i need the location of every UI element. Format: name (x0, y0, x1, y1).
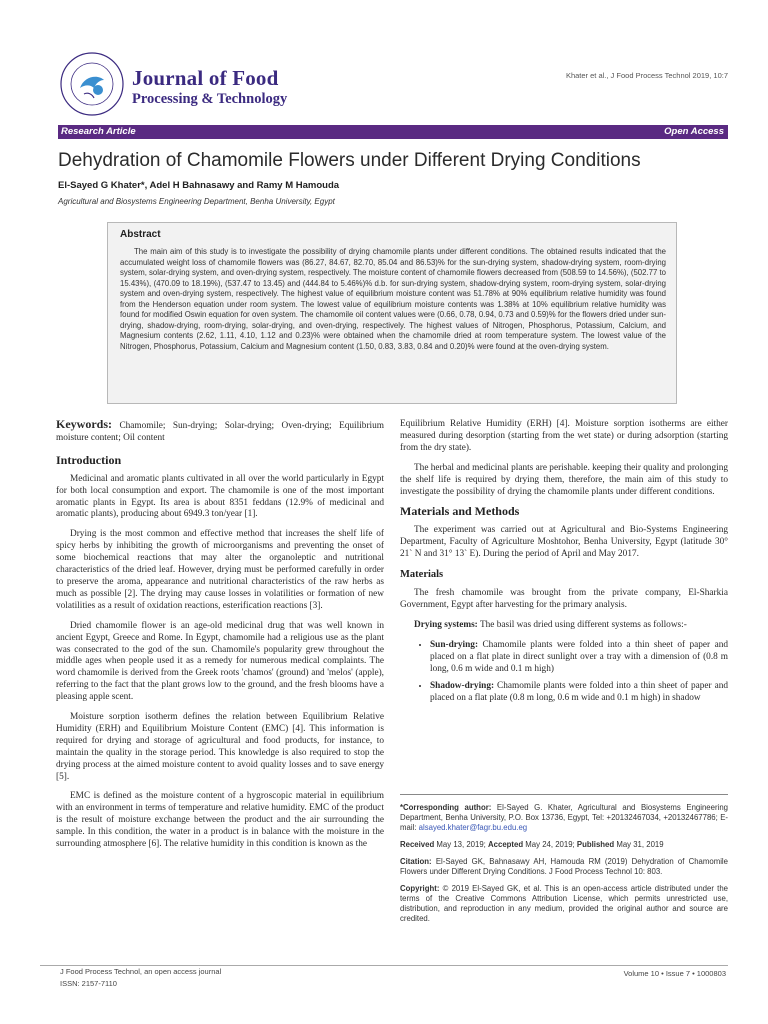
affiliation: Agricultural and Biosystems Engineering Department, Benha University, Egypt (58, 197, 335, 206)
footer-journal: J Food Process Technol, an open access journal (60, 967, 222, 976)
article-type-label: Research Article (61, 126, 136, 137)
list-item (430, 640, 728, 676)
methods-heading: Materials and Methods (400, 504, 520, 519)
introduction-heading: Introduction (56, 452, 122, 467)
corresponding-author (400, 803, 728, 833)
copyright-label: Copyright: (400, 884, 440, 893)
footer-issn: ISSN: 2157-7110 (60, 979, 117, 988)
right-column (400, 419, 728, 713)
list-item (430, 681, 728, 705)
article-notes (400, 803, 728, 931)
section-bar (58, 125, 728, 139)
journal-title: Journal of Food (132, 66, 279, 90)
dates (400, 840, 728, 850)
copyright-text: © 2019 El-Sayed GK, et al. This is an open-access article distributed under the terms of the Creative Commons Attribution License, which permits unrestricted use, distribution, and reproduction in any medium, provided the original author and source are credited. (400, 884, 728, 923)
corresponding-label: *Corresponding author: (400, 803, 492, 812)
intro-paragraph-1: Medicinal and aromatic plants cultivated in all over the world particularly in Egypt for both local consumption and export. The chamomile is one of the most important aromatic plants in Egypt. Its area is about 8351 feddans (12.9% of medicinal and aromatic plants), producing about 6949.3 ton/year [1]. (56, 473, 384, 520)
header-citation: Khater et al., J Food Process Technol 2019, 10:7 (565, 71, 728, 80)
citation-label: Citation: (400, 857, 432, 866)
list-item-label: Sun-drying: (430, 639, 479, 650)
keywords-text: Chamomile; Sun-drying; Solar-drying; Oven-drying; Equilibrium moisture content; Oil content (56, 421, 385, 443)
drying-list (400, 640, 728, 706)
email-link[interactable]: alsayed.khater@fagr.bu.edu.eg (418, 823, 528, 832)
received-label: Received (400, 840, 435, 849)
footer-volume: Volume 10 • Issue 7 • 1000803 (623, 969, 726, 978)
article-title: Dehydration of Chamomile Flowers under Different Drying Conditions (58, 150, 641, 171)
copyright (400, 884, 728, 924)
notes-divider (400, 794, 728, 795)
drying-systems (400, 620, 728, 632)
materials-heading: Materials (400, 569, 444, 581)
accepted-label: Accepted (488, 840, 524, 849)
intro-continuation: Equilibrium Relative Humidity (ERH) [4]. Moisture sorption isotherms are either measured during desorption (starting from the wet state) or during adsorption (starting from the dry state). (400, 419, 728, 453)
accepted-date: May 24, 2019; (525, 840, 575, 849)
keywords-label: Keywords: (56, 417, 112, 431)
open-access-label: Open Access (664, 126, 724, 137)
authors: El-Sayed G Khater*, Adel H Bahnasawy and Ramy M Hamouda (58, 180, 340, 191)
drying-systems-label: Drying systems: (414, 619, 478, 630)
journal-logo (58, 50, 126, 118)
left-column (56, 419, 384, 859)
published-label: Published (576, 840, 615, 849)
intro-paragraph-6: The herbal and medicinal plants are perishable. keeping their quality and prolonging the shelf life is required by drying them, therefore, the main aim of this study to investigate the possibility of drying the chamomile plants under different conditions. (400, 462, 728, 497)
abstract-box (107, 222, 677, 404)
intro-paragraph-4: Moisture sorption isotherm defines the relation between Equilibrium Relative Humidity (ERH) and Equilibrium Moisture Content (EMC) [4]. This information is required for drying and storage of agricultural and food products, for instance, to maintain the quality in the storage period. This knowledge is also required to stop the drying process at the aimed moisture content to avoid quality losses and to save energy [5]. (56, 712, 384, 782)
published-date: May 31, 2019 (616, 840, 664, 849)
keywords (56, 419, 384, 445)
list-item-text: Chamomile plants were folded into a thin sheet of paper and placed on a flat plate in direct sunlight over a tray with a dimension of (0.8 m long, 0.6 m wide and 0.1 m high) (430, 639, 728, 674)
intro-paragraph-2: Drying is the most common and effective method that increases the shelf life of spicy herbs by inhibiting the growth of microorganisms and preventing the onset of some biochemical reactions that may alter the organoleptic and nutritional characteristics of the dried leaf. However, drying must be performed carefully in order to preserve the aroma, appearance and nutritional characteristics of the raw herbs as much as possible [2]. The drying may cause losses in volatilities or formation of new volatilities as a result of oxidation reactions, esterification reactions [3]. (56, 529, 384, 611)
drying-systems-text: The basil was dried using different systems as follows:- (479, 619, 687, 630)
list-item-label: Shadow-drying: (430, 681, 495, 692)
methods-text: The experiment was carried out at Agricultural and Bio-Systems Engineering Department, Faculty of Agriculture Moshtohor, Benha University, Egypt (latitude 30° 21` N and 31° 13` E). During the period of April and May 2017. (400, 525, 728, 560)
corresponding-text: El-Sayed G. Khater, Agricultural and Biosystems Engineering Department, Benha University, P.O. Box 13736, Egypt, Tel: +20132467034, +20132467786; E-mail: (400, 803, 728, 832)
abstract-text: The main aim of this study is to investigate the possibility of drying chamomile plants under different conditions. The obtained results indicated that the accumulated weight loss of chamomile flowers was (86.27, 84.67, 82.70, 85.04 and 86.53)% for the sun-drying system, shadow-drying system, room-drying system, solar-drying system, and oven-drying system, respectively. The moisture content of chamomile flowers decreased from (508.59 to 14.56%), (502.77 to 15.43%), (470.09 to 18.19%), (537.47 to 13.45) and (444.84 to 5.46%)% d.b. for sun-drying system, shadow-drying system, room-drying system, solar-drying system and oven-drying system, respectively. The highest value of equilibrium moisture content was 51.78% at 90% equilibrium relative humidity was found from the Henderson equation under room system. The lowest value of equilibrium moisture contents was 1.38% at 10% equilibrium relative humidity was found for modified Oswin equation for oven system. The chamomile oil content values were (0.66, 0.78, 0.94, 0.73 and 0.59)% for the flowers dried under sun-drying, shadow-drying, room-drying, solar-drying, and oven-drying, respectively. The highest values of Nitrogen, Phosphorus, Potassium, Calcium, and Magnesium contents (2.62, 1.11, 4.10, 1.12 and 0.23)% were obtained when the chamomile dried at room temperature system. The lowest value of the Nitrogen, Phosphorus, Potassium, Calcium and Magnesium content (1.50, 0.83, 3.83, 0.84 and 0.20)% were found at the oven-drying system. (120, 247, 666, 351)
received-date: May 13, 2019; (436, 840, 486, 849)
list-item-text: Chamomile plants were folded into a thin sheet of paper and placed on a flat plate (0.8 m long, 0.6 m wide and 0.1 m high) in shadow (430, 681, 728, 704)
citation-text: El-Sayed GK, Bahnasawy AH, Hamouda RM (2019) Dehydration of Chamomile Flowers under Different Drying Conditions. J Food Process Technol 10: 803. (400, 857, 728, 876)
intro-paragraph-5: EMC is defined as the moisture content of a hygroscopic material in equilibrium with an environment in terms of temperature and relative humidity. EMC of the product is the result of moisture exchange between the product and the air surrounding the sample. In this condition, the water in a product is in balance with the moisture in the surrounding atmosphere [6]. The relative humidity in this condition is known as the (56, 791, 384, 850)
abstract-heading: Abstract (120, 229, 161, 240)
citation (400, 857, 728, 877)
intro-paragraph-3: Dried chamomile flower is an age-old medicinal drug that was well known in ancient Egypt, Greece and Rome. In Egypt, chamomile had a religious use as the plant was consecrated to the god of the sun. Chamomile's popularity grew throughout the middle ages when people used it as a remedy for numerous medical complaints. The word chamomile is derived from the Greek roots 'chamos' (ground) and 'melos' (apple), referring to the fact that the plant grows low to the ground, and the fresh blooms have a pleasing apple scent. (56, 620, 384, 703)
materials-text: The fresh chamomile was brought from the private company, El-Sharkia Government, Egypt after harvesting for the primary analysis. (400, 587, 728, 610)
journal-subtitle: Processing & Technology (132, 91, 288, 107)
footer-divider (40, 965, 728, 966)
